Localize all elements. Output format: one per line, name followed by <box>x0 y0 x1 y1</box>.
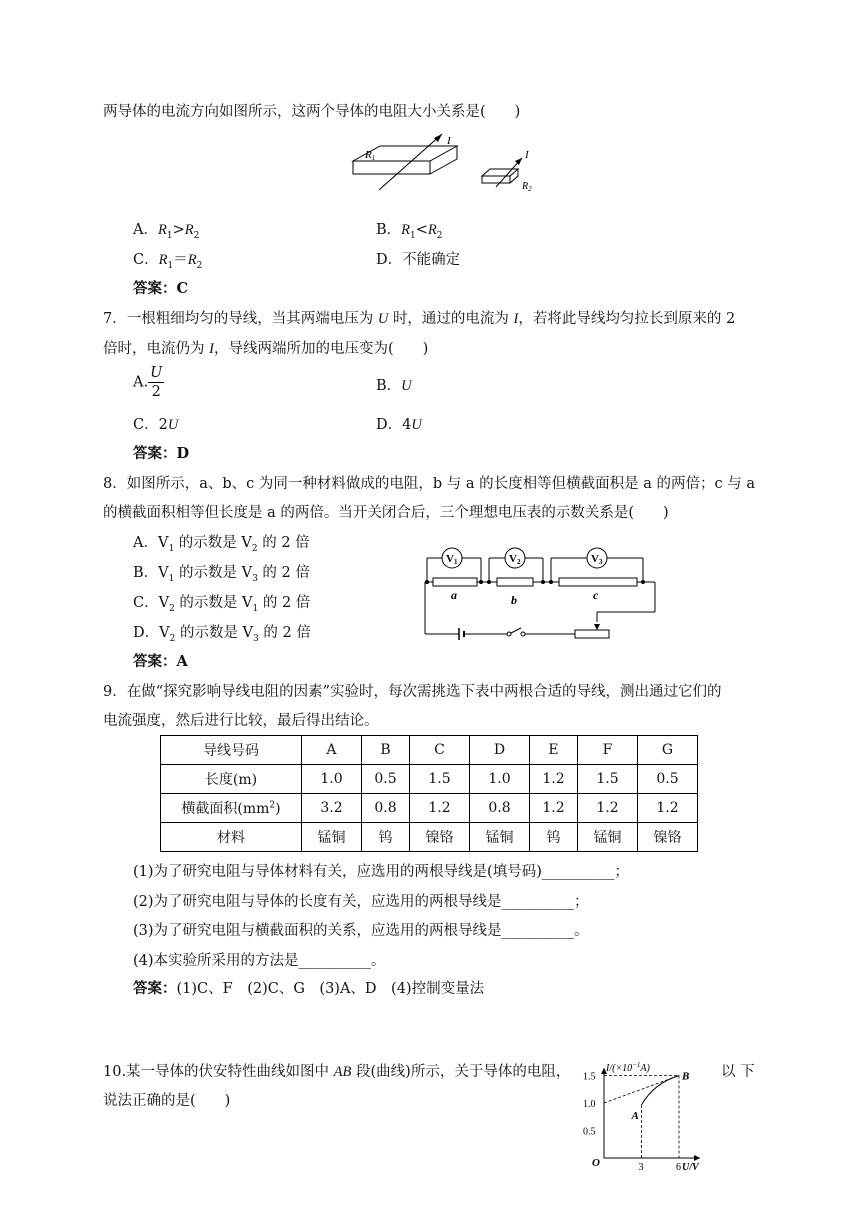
voltmeter-1-label: V1 <box>446 553 458 566</box>
voltmeter-2-label: V2 <box>509 553 521 566</box>
table-row: 材料 锰铜 钨 镍铬 锰铜 钨 锰铜 镍铬 <box>161 823 698 852</box>
q8-option-c: C．$V_2$ 的示数是 $V_1$ 的 2 倍 <box>133 595 311 614</box>
q7-option-d: D．4U <box>376 417 422 433</box>
x-axis-label: U/V <box>682 1162 699 1172</box>
q8-answer: 答案：A <box>133 653 188 670</box>
q7-option-c: C．2U <box>133 417 179 433</box>
x-tick-label: 6 <box>676 1162 681 1172</box>
q9-sub-4: (4)本实验所采用的方法是__________。 <box>133 953 386 969</box>
current-label-2: I <box>525 149 529 161</box>
table-row: 横截面积$(mm^2)$ 3.2 0.8 1.2 0.8 1.2 1.2 1.2 <box>161 794 698 823</box>
table-row: 长度(m) 1.0 0.5 1.5 1.0 1.2 1.5 0.5 <box>161 765 698 794</box>
q6-figure <box>345 128 560 208</box>
y-tick-label: 0.5 <box>583 1126 596 1138</box>
q6-stem: 两导体的电流方向如图所示，这两个导体的电阻大小关系是( ) <box>103 104 521 120</box>
y-tick-label: 1.5 <box>583 1071 596 1083</box>
current-arrow-1 <box>379 134 442 190</box>
q9-sub-2: (2)为了研究电阻与导体的长度有关，应选用的两根导线是__________； <box>133 894 589 910</box>
q6-option-a: A．$R_1>R_2$ <box>133 222 200 241</box>
q7-option-a: A. $\frac{U}{2}$ <box>133 365 163 400</box>
q9-line-2: 电流强度，然后进行比较，最后得出结论。 <box>103 713 379 729</box>
q6-option-c: C．$R_1=R_2$ <box>133 252 203 271</box>
q8-line-1: 8．如图所示，a、b、c 为同一种材料做成的电阻，b 与 a 的长度相等但横截面积是 a 的两倍；c 与 a <box>103 476 755 492</box>
point-a-label: A <box>631 1110 639 1122</box>
q6-option-d: D．不能确定 <box>376 252 461 268</box>
voltmeter-3-label: V3 <box>591 553 603 566</box>
q10-line-1: 10.某一导体的伏安特性曲线如图中 AB 段(曲线)所示，关于导体的电阻， <box>103 1064 571 1080</box>
q10-line-2: 说法正确的是( ) <box>103 1093 231 1109</box>
origin-label: O <box>592 1157 600 1169</box>
q9-line-1: 9．在做“探究影响导线电阻的因素”实验时，每次需挑选下表中两根合适的导线，测出通过它们的 <box>103 684 722 700</box>
resistor-b-label: b <box>511 593 517 607</box>
x-tick-label: 3 <box>638 1162 644 1172</box>
q7-line-2: 倍时，电流仍为 I，导线两端所加的电压变为( ) <box>103 341 429 357</box>
y-tick-label: 1.0 <box>583 1099 596 1110</box>
current-label-1: I <box>447 135 451 147</box>
q8-line-2: 的横截面积相等但长度是 a 的两倍。当开关闭合后，三个理想电压表的示数关系是( ) <box>103 505 669 521</box>
point-b-label: B <box>682 1070 690 1083</box>
q8-option-d: D．$V_2$ 的示数是 $V_3$ 的 2 倍 <box>133 625 311 644</box>
q8-option-b: B．$V_1$ 的示数是 $V_3$ 的 2 倍 <box>133 565 310 584</box>
q9-sub-3: (3)为了研究电阻与横截面积的关系，应选用的两根导线是__________。 <box>133 923 589 939</box>
q8-option-a: A．$V_1$ 的示数是 $V_2$ 的 2 倍 <box>133 535 310 554</box>
q9-sub-1: (1)为了研究电阻与导体材料有关，应选用的两根导线是(填号码)__________； <box>133 864 629 880</box>
q10-line-1-end: 以 下 <box>721 1064 755 1080</box>
table-row: 导线号码 A B C D E F G <box>161 736 698 765</box>
resistor-c-label: c <box>593 588 599 602</box>
wire-table <box>160 735 698 852</box>
y-axis-label: $I/(\times 10^{-1}A)$ <box>606 1062 650 1074</box>
iv-chart <box>582 1062 717 1172</box>
q7-answer: 答案：D <box>133 445 190 462</box>
r2-label: $R_2$ <box>522 181 532 193</box>
q9-answer: 答案：(1)C、F (2)C、G (3)A、D (4)控制变量法 <box>133 980 485 997</box>
q7-line-1: 7．一根粗细均匀的导线，当其两端电压为 U 时，通过的电流为 I，若将此导线均匀拉长到原来的 2 <box>103 311 736 327</box>
q7-option-b: B．U <box>376 378 412 394</box>
q6-option-b: B．$R_1<R_2$ <box>376 222 443 241</box>
q6-answer: 答案：C <box>133 280 189 297</box>
x-axis-arrow <box>694 1155 700 1161</box>
r1-label: R1 <box>365 149 376 162</box>
resistor-a-label: a <box>451 588 457 602</box>
iv-curve-ab <box>642 1076 680 1106</box>
q8-circuit-figure <box>415 538 665 648</box>
